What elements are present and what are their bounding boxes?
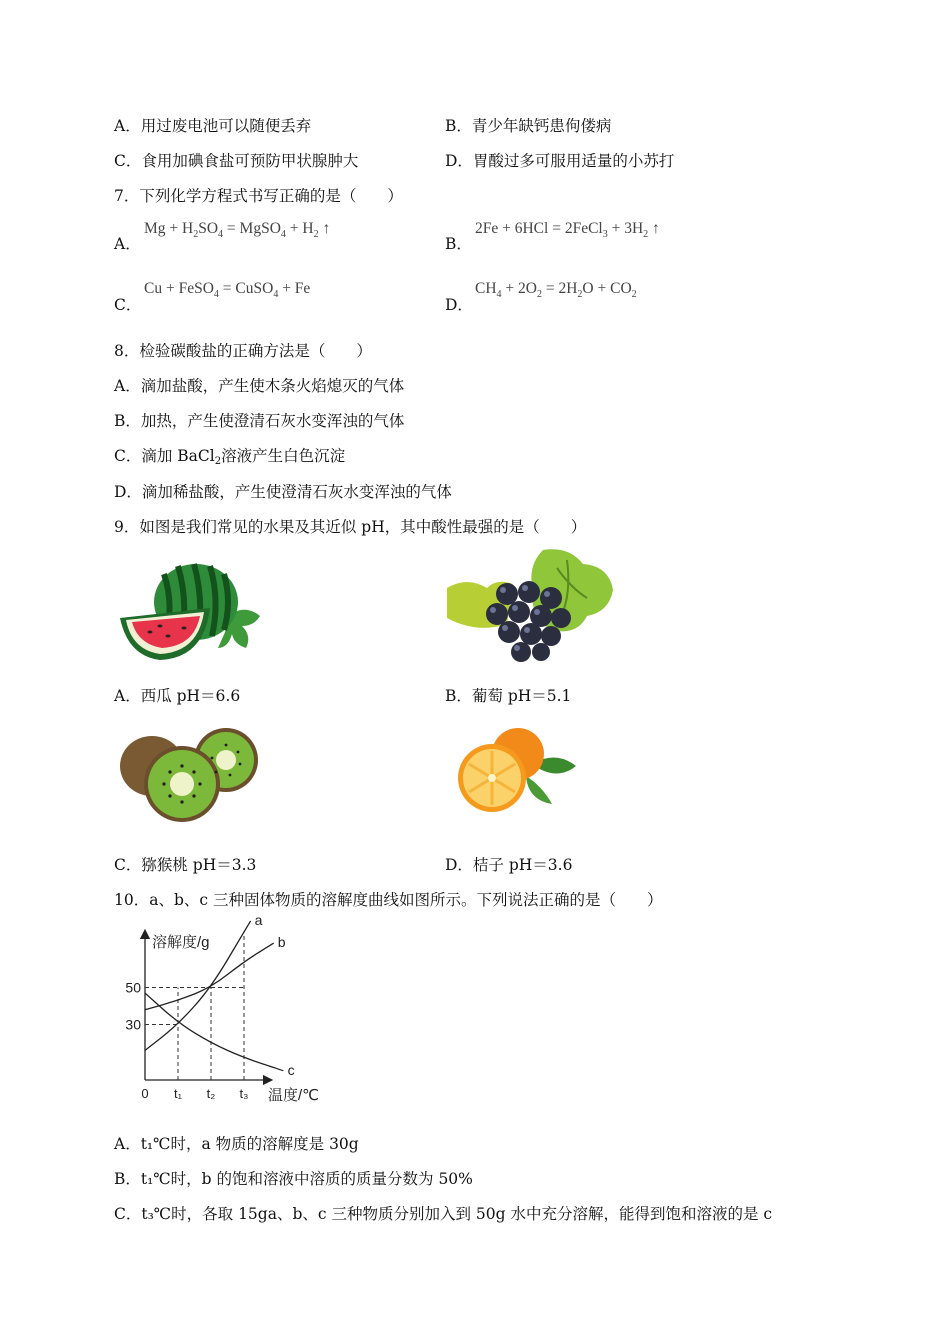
q6-option-b: B．青少年缺钙患佝偻病 xyxy=(445,117,612,135)
curve-label-b: b xyxy=(277,934,286,951)
q9-stem: 9．如图是我们常见的水果及其近似 pH，其中酸性最强的是（ ） xyxy=(114,518,587,536)
chart-ylabel: 溶解度/g xyxy=(152,934,210,951)
q8-option-d: D．滴加稀盐酸，产生使澄清石灰水变浑浊的气体 xyxy=(114,483,452,501)
q7-label-c: C． xyxy=(114,296,142,314)
q6-option-a: A．用过废电池可以随便丢弃 xyxy=(114,117,312,135)
q7-equation-a: $Mg + H_2SO_4$ = MgSO$_4$ + $H_2$ ↑ xyxy=(144,220,331,240)
q10-stem: 10．a、b、c 三种固体物质的溶解度曲线如图所示。下列说法正确的是（ ） xyxy=(114,891,663,909)
curve-label-a: a xyxy=(254,911,263,928)
q7-equation-d: $CH_4 + 2O_2 = 2H_2O + CO_2$ xyxy=(475,280,637,300)
curve-b xyxy=(145,943,274,1010)
y-tick-30: 30 xyxy=(125,1016,141,1033)
q6-option-d: D．胃酸过多可服用适量的小苏打 xyxy=(445,152,675,170)
orange-image xyxy=(452,726,578,814)
curve-c xyxy=(145,993,284,1071)
q7-equation-c: Cu + FeSO$_4$ = CuSO$_4$ + Fe xyxy=(144,280,311,300)
solubility-chart xyxy=(118,911,338,1108)
q8-option-b: B．加热，产生使澄清石灰水变浑浊的气体 xyxy=(114,412,405,430)
q9-option-a: A．西瓜 pH＝6.6 xyxy=(114,687,241,705)
chart-xlabel: 温度/℃ xyxy=(268,1087,320,1104)
x-tick-1: t₁ xyxy=(174,1086,182,1101)
q7-stem: 7．下列化学方程式书写正确的是（ ） xyxy=(114,187,403,205)
q8-option-c: C．滴加 BaCl$_2$溶液产生白色沉淀 xyxy=(114,447,346,467)
q10-option-b: B．t₁℃时，b 的饱和溶液中溶质的质量分数为 50% xyxy=(114,1170,473,1188)
q7-label-b: B． xyxy=(445,235,472,253)
q7-equation-b: 2Fe + 6HCl = 2FeCl$_3$ + $3H_2$ ↑ xyxy=(475,220,660,240)
curve-label-c: c xyxy=(287,1061,295,1078)
x-tick-2: t₂ xyxy=(206,1086,216,1101)
x-tick-0: 0 xyxy=(141,1086,149,1101)
kiwi-image xyxy=(118,722,262,826)
q7-label-a: A． xyxy=(114,235,141,253)
q9-option-d: D．桔子 pH＝3.6 xyxy=(445,856,573,874)
q8-option-a: A．滴加盐酸，产生使木条火焰熄灭的气体 xyxy=(114,377,405,395)
x-tick-3: t₃ xyxy=(239,1086,249,1101)
y-tick-50: 50 xyxy=(125,979,141,996)
q10-option-a: A．t₁℃时，a 物质的溶解度是 30g xyxy=(114,1135,359,1153)
watermelon-image xyxy=(116,560,268,664)
q9-option-b: B．葡萄 pH＝5.1 xyxy=(445,687,572,705)
q6-option-c: C．食用加碘食盐可预防甲状腺肿大 xyxy=(114,152,359,170)
q8-stem: 8．检验碳酸盐的正确方法是（ ） xyxy=(114,342,372,360)
q9-option-c: C．猕猴桃 pH＝3.3 xyxy=(114,856,257,874)
q7-label-d: D． xyxy=(445,296,473,314)
grape-image xyxy=(447,548,619,666)
q10-option-c: C．t₃℃时，各取 15ga、b、c 三种物质分别加入到 50g 水中充分溶解，能得到饱和溶液的是 c xyxy=(114,1205,773,1223)
